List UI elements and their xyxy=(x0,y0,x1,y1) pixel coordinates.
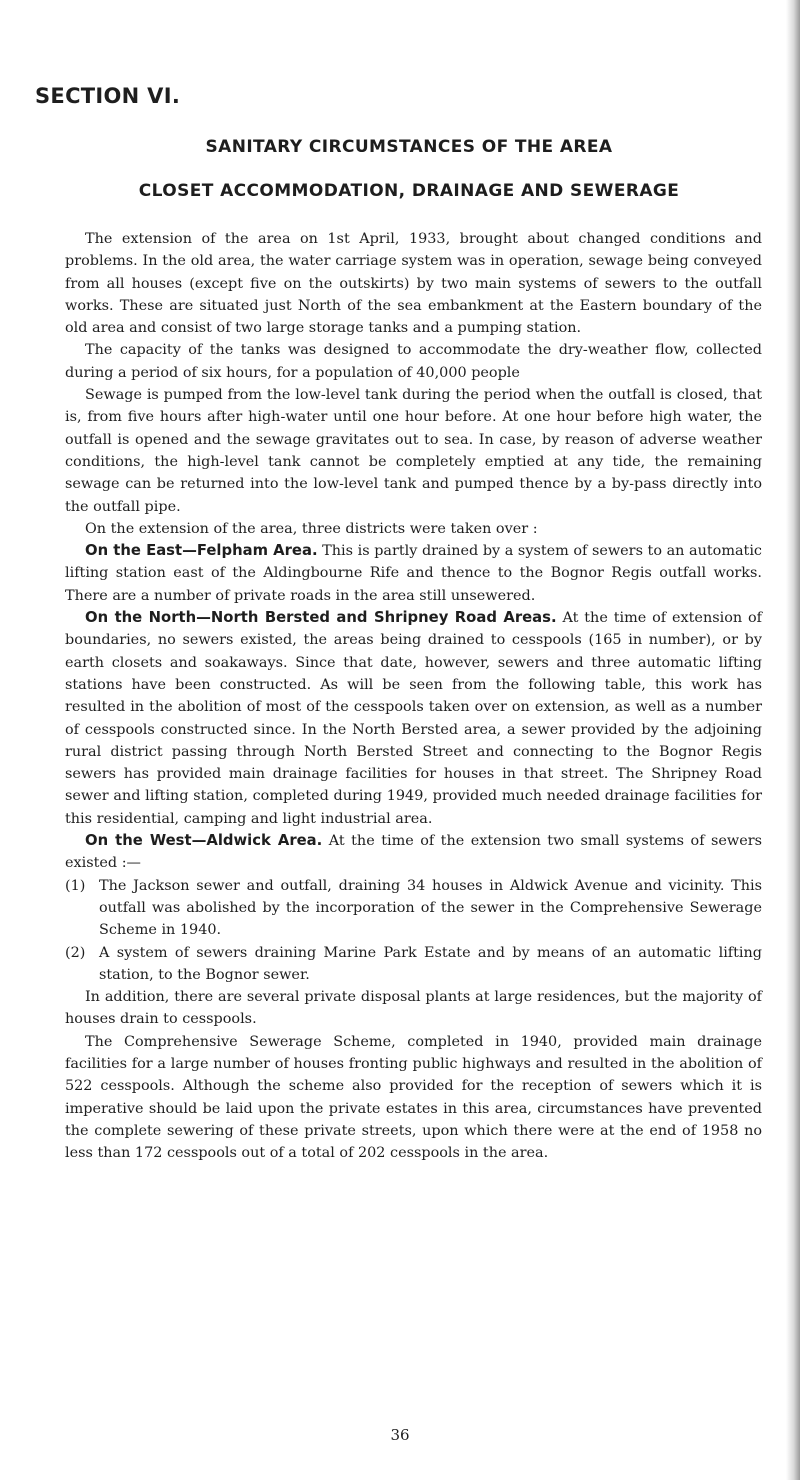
paragraph-capacity: The capacity of the tanks was designed to accommodate the dry-weather flow, collected during a period of six hours, for a population of 40,000 people xyxy=(65,342,762,381)
list-item xyxy=(65,942,762,987)
section-label: SECTION VI. xyxy=(35,84,181,108)
north-heading: On the North—North Bersted and Shripney Road Areas. xyxy=(85,609,557,627)
paragraph-east xyxy=(65,540,762,607)
list-item-number: (2) xyxy=(65,944,86,961)
paragraph-addition: In addition, there are several private disposal plants at large residences, but the majority of houses drain to cesspools. xyxy=(65,989,762,1028)
paragraph-scheme: The Comprehensive Sewerage Scheme, completed in 1940, provided main drainage facilities for a large number of houses fronting public highways and resulted in the abolition of 522 cesspools. Although the scheme also provided for the reception of sewers which it is imperative should be laid upon the private estates in this area, circumstances have prevented the complete sewering of these private streets, upon which there were at the end of 1958 no less than 172 cesspools out of a total of 202 cesspools in the area. xyxy=(65,1033,762,1162)
list-item-number: (1) xyxy=(65,877,86,894)
east-heading: On the East—Felpham Area. xyxy=(85,542,318,560)
list-item xyxy=(65,875,762,942)
main-heading: SANITARY CIRCUMSTANCES OF THE AREA xyxy=(205,137,613,157)
list-item-text: The Jackson sewer and outfall, draining 34 houses in Aldwick Avenue and vicinity. This outfall was abolished by the incorporation of the sewer in the Comprehensive Sewerage Scheme in 1940. xyxy=(99,877,762,939)
body-text xyxy=(65,228,762,1164)
west-heading: On the West—Aldwick Area. xyxy=(85,832,323,850)
west-text: At the time of the extension two small systems of sewers existed :— xyxy=(65,833,762,872)
paragraph-west xyxy=(65,830,762,875)
north-text: At the time of extension of boundaries, no sewers existed, the areas being drained to cesspools (165 in number), or by earth closets and soakaways. Since that date, however, sewers and three automatic lifting stations have been constructed. As will be seen from the following table, this work has resulted in the abolition of most of the cesspools taken over on extension, as well as a number of cesspools constructed since. In the North Bersted area, a sewer provided by the adjoining rural district passing through North Bersted Street and connecting to the Bognor Regis sewers has provided main drainage facilities for houses in that street. The Shripney Road sewer and lifting station, completed during 1949, provided much needed drainage facilities for this residential, camping and light industrial area. xyxy=(65,610,763,827)
sub-heading: CLOSET ACCOMMODATION, DRAINAGE AND SEWERAGE xyxy=(138,181,680,201)
paragraph-districts: On the extension of the area, three districts were taken over : xyxy=(85,520,538,537)
paragraph-north xyxy=(65,607,762,830)
paragraph-pumping: Sewage is pumped from the low-level tank during the period when the outfall is closed, that is, from five hours after high-water until one hour before. At one hour before high water, the outfall is opened and the sewage gravitates out to sea. In case, by reason of adverse weather conditions, the high-level tank cannot be completely emptied at any tide, the remaining sewage can be returned into the low-level tank and pumped thence by a by-pass directly into the outfall pipe. xyxy=(65,387,762,515)
list-item-text: A system of sewers draining Marine Park Estate and by means of an automatic lifting station, to the Bognor sewer. xyxy=(99,944,762,983)
paragraph-extension: The extension of the area on 1st April, 1933, brought about changed conditions and problems. In the old area, the water carriage system was in operation, sewage being conveyed from all houses (except five on the outskirts) by two main systems of sewers to the outfall works. These are situated just North of the sea embankment at the Eastern boundary of the old area and consist of two large storage tanks and a pumping station. xyxy=(65,231,762,337)
page-number: 36 xyxy=(390,1426,410,1444)
page-edge-shadow xyxy=(786,0,800,1480)
east-text: This is partly drained by a system of sewers to an automatic lifting station east of the Aldingbourne Rife and thence to the Bognor Regis outfall works. There are a number of private roads in the area still unsewered. xyxy=(65,543,762,604)
